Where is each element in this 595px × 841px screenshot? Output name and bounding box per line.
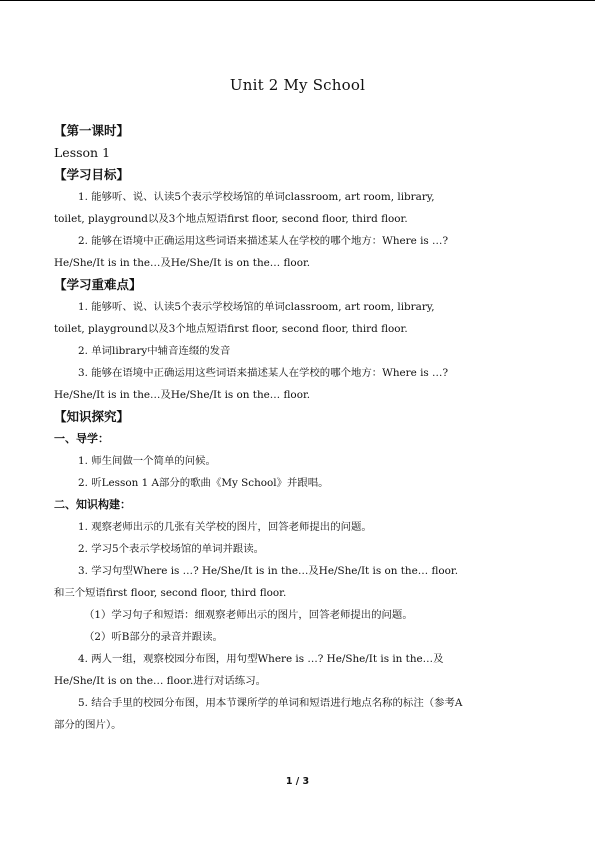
section-heading: 【学习重难点】	[54, 277, 142, 292]
document-body	[54, 120, 542, 736]
text-line: 部分的图片）。	[54, 719, 122, 731]
lesson-label: Lesson 1	[54, 145, 111, 160]
text-line: 2. 听Lesson 1 A部分的歌曲《My School》并跟唱。	[78, 477, 329, 489]
text-line: （1）学习句子和短语：细观察老师出示的图片，回答老师提出的问题。	[84, 609, 413, 621]
text-line: 4. 两人一组，观察校园分布图，用句型Where is …? He/She/It is in the…及	[78, 653, 444, 665]
subsection-heading: 一、导学：	[54, 432, 109, 445]
text-line: toilet, playground以及3个地点短语first floor, second floor, third floor.	[54, 213, 408, 225]
text-line: 1. 能够听、说、认读5个表示学校场馆的单词classroom, art room, library,	[78, 301, 435, 313]
text-line: 2. 能够在语境中正确运用这些词语来描述某人在学校的哪个地方：Where is …?	[78, 235, 449, 247]
section-heading: 【第一课时】	[54, 123, 130, 138]
text-line: 和三个短语first floor, second floor, third floor.	[54, 587, 287, 599]
text-line: 2. 单词library中辅音连缀的发音	[78, 345, 231, 357]
text-line: 1. 师生间做一个简单的问候。	[78, 455, 216, 467]
text-line: 3. 能够在语境中正确运用这些词语来描述某人在学校的哪个地方：Where is …?	[78, 367, 449, 379]
section-heading: 【知识探究】	[54, 409, 130, 424]
text-line: 2. 学习5个表示学校场馆的单词并跟读。	[78, 543, 265, 555]
top-border-line	[0, 0, 595, 1]
document-title: Unit 2 My School	[229, 76, 366, 94]
page-number: 1 / 3	[285, 776, 310, 787]
text-line: toilet, playground以及3个地点短语first floor, second floor, third floor.	[54, 323, 408, 335]
text-line: 1. 观察老师出示的几张有关学校的图片，回答老师提出的问题。	[78, 521, 372, 533]
text-line: 3. 学习句型Where is …? He/She/It is in the…及He/She/It is on the… floor.	[78, 565, 459, 577]
text-line: （2）听B部分的录音并跟读。	[84, 631, 223, 643]
subsection-heading: 二、知识构建：	[54, 498, 131, 511]
text-line: 1. 能够听、说、认读5个表示学校场馆的单词classroom, art room, library,	[78, 191, 435, 203]
text-line: He/She/It is in the…及He/She/It is on the… floor.	[54, 389, 311, 401]
text-line: 5. 结合手里的校园分布图，用本节课所学的单词和短语进行地点名称的标注（参考A	[78, 697, 463, 709]
text-line: He/She/It is in the…及He/She/It is on the… floor.	[54, 257, 311, 269]
text-line: He/She/It is on the… floor.进行对话练习。	[54, 675, 266, 687]
section-heading: 【学习目标】	[54, 167, 130, 182]
